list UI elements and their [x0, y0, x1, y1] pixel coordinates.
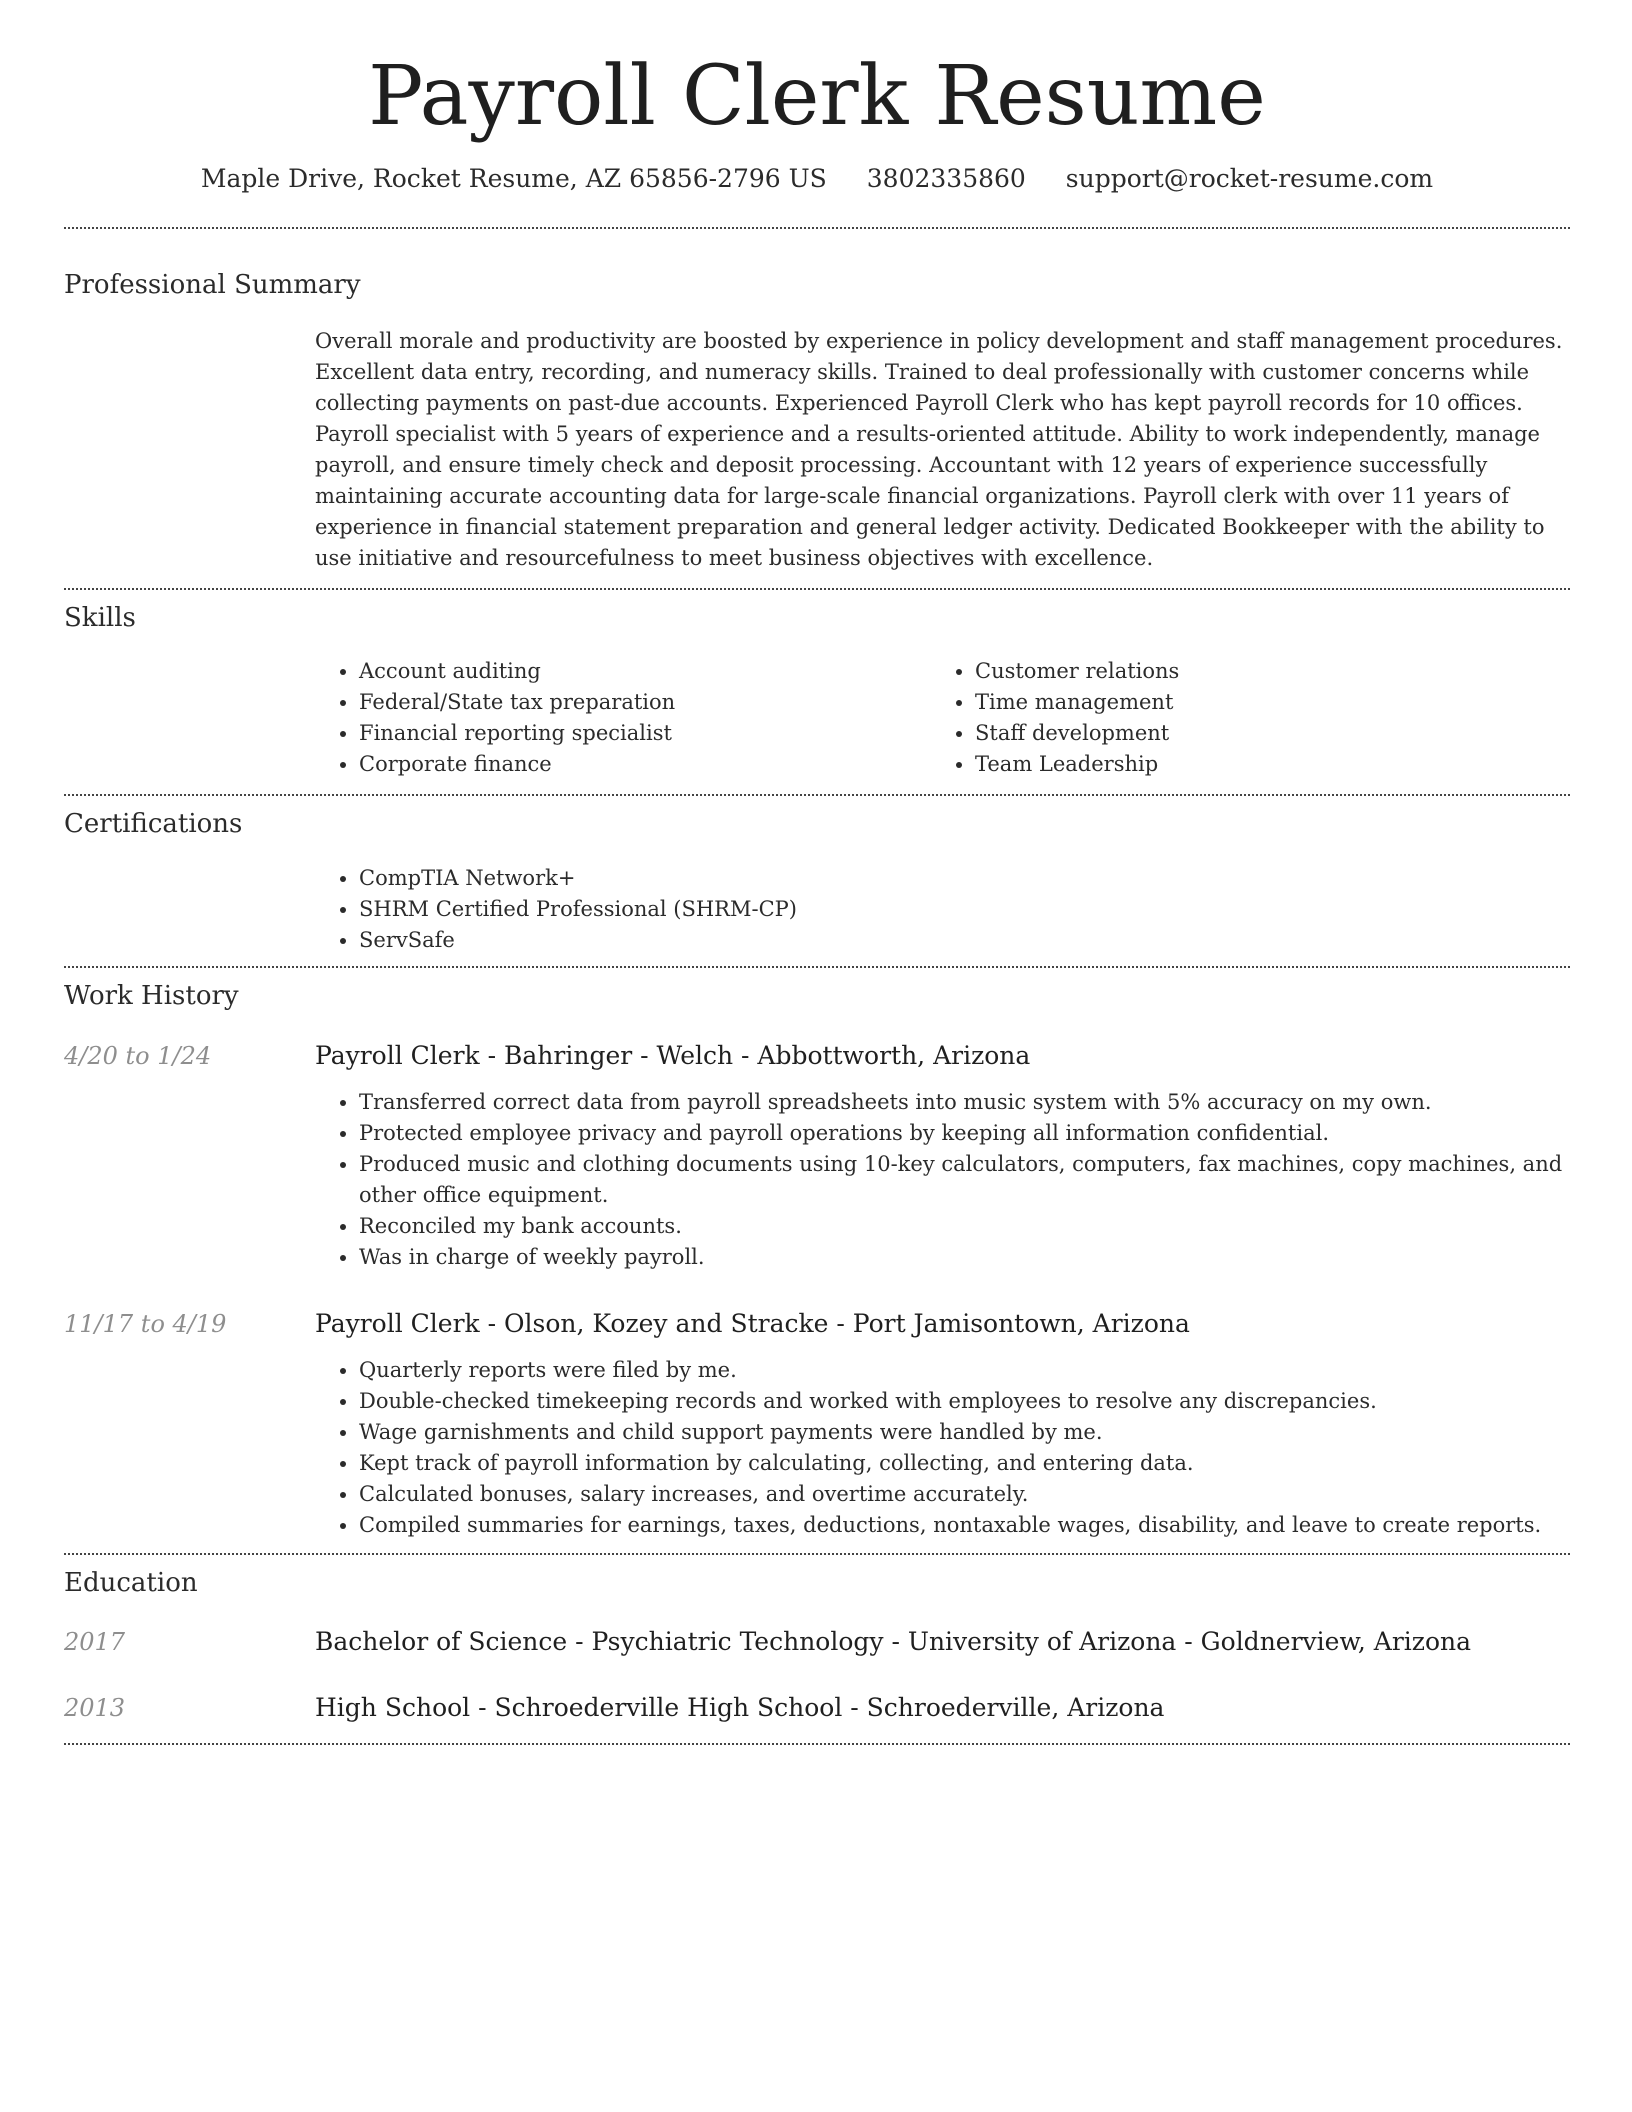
section-title-skills: Skills [64, 602, 136, 633]
job-heading: Payroll Clerk - Olson, Kozey and Stracke - Port Jamisontown, Arizona [315, 1308, 1190, 1338]
job-bullet: • Transferred correct data from payroll spreadsheets into music system with 5% accuracy on my own. [359, 1087, 1570, 1118]
job-details [315, 1307, 1570, 1541]
page-title: Payroll Clerk Resume [368, 49, 1266, 144]
skill-item: • Time management [975, 687, 1547, 718]
education-entry [64, 1625, 1570, 1659]
divider [64, 588, 1570, 590]
job-bullet: • Produced music and clothing documents using 10-key calculators, computers, fax machines, copy machines, and other office equipment. [359, 1149, 1570, 1211]
skill-item: • Corporate finance [359, 749, 931, 780]
job-bullet: • Compiled summaries for earnings, taxes, deductions, nontaxable wages, disability, and leave to create reports. [359, 1510, 1570, 1541]
job-bullet: • Double-checked timekeeping records and worked with employees to resolve any discrepancies. [359, 1386, 1570, 1417]
divider [64, 227, 1570, 229]
education-date: 2017 [64, 1628, 126, 1657]
job-bullet: • Was in charge of weekly payroll. [359, 1242, 1570, 1273]
skill-item: • Account auditing [359, 656, 931, 687]
certification-item: • CompTIA Network+ [359, 863, 1570, 894]
job-date: 4/20 to 1/24 [64, 1041, 212, 1070]
job-details [315, 1039, 1570, 1273]
job-bullets [315, 1355, 1570, 1541]
education-heading: High School - Schroederville High School - Schroederville, Arizona [315, 1693, 1165, 1723]
certifications-list [315, 863, 1570, 956]
divider [64, 1553, 1570, 1555]
education-entry [64, 1691, 1570, 1725]
divider [64, 966, 1570, 968]
job-bullet: • Wage garnishments and child support payments were handled by me. [359, 1417, 1570, 1448]
job-bullet: • Protected employee privacy and payroll operations by keeping all information confidential. [359, 1118, 1570, 1149]
job-bullet: • Kept track of payroll information by calculating, collecting, and entering data. [359, 1448, 1570, 1479]
skill-item: • Financial reporting specialist [359, 718, 931, 749]
job-heading: Payroll Clerk - Bahringer - Welch - Abbottworth, Arizona [315, 1040, 1031, 1070]
job-bullet: • Calculated bonuses, salary increases, and overtime accurately. [359, 1479, 1570, 1510]
section-title-work-history: Work History [64, 981, 239, 1012]
skills-column-left [315, 656, 931, 780]
skills-column-right [931, 656, 1547, 780]
resume-page [64, 0, 1570, 1745]
contact-phone: 3802335860 [866, 164, 1026, 194]
contact-line [64, 164, 1570, 193]
job-bullet: • Quarterly reports were filed by me. [359, 1355, 1570, 1386]
education-heading: Bachelor of Science - Psychiatric Technology - University of Arizona - Goldnerview, Arizona [315, 1627, 1472, 1657]
certification-item: • ServSafe [359, 925, 1570, 956]
section-title-certifications: Certifications [64, 809, 243, 840]
skill-item: • Staff development [975, 718, 1547, 749]
divider [64, 1743, 1570, 1745]
summary-text: Overall morale and productivity are boosted by experience in policy development and staff management procedures. Excellent data entry, recording, and numeracy skills. Trained to deal professionally with customer concerns while collecting payments on past-due accounts. Experienced Payroll Clerk who has kept payroll records for 10 offices. Payroll specialist with 5 years of experience and a results-oriented attitude. Ability to work independently, manage payroll, and ensure timely check and deposit processing. Accountant with 12 years of experience successfully maintaining accurate accounting data for large-scale financial organizations. Payroll clerk with over 11 years of experience in financial statement preparation and general ledger activity. Dedicated Bookkeeper with the ability to use initiative and resourcefulness to meet business objectives with excellence. [315, 328, 1563, 570]
certification-item: • SHRM Certified Professional (SHRM-CP) [359, 894, 1570, 925]
job-bullet: • Reconciled my bank accounts. [359, 1211, 1570, 1242]
skill-item: • Customer relations [975, 656, 1547, 687]
job-bullets [315, 1087, 1570, 1273]
skill-item: • Team Leadership [975, 749, 1547, 780]
section-title-education: Education [64, 1567, 198, 1598]
contact-email: support@rocket-resume.com [1065, 164, 1434, 194]
skills-list [315, 656, 1570, 780]
job-date: 11/17 to 4/19 [64, 1309, 227, 1338]
contact-address: Maple Drive, Rocket Resume, AZ 65856-2796 US [200, 164, 827, 194]
divider [64, 794, 1570, 796]
job-entry [64, 1307, 1570, 1541]
section-title-summary: Professional Summary [64, 270, 361, 301]
skill-item: • Federal/State tax preparation [359, 687, 931, 718]
job-entry [64, 1039, 1570, 1273]
education-date: 2013 [64, 1694, 126, 1723]
